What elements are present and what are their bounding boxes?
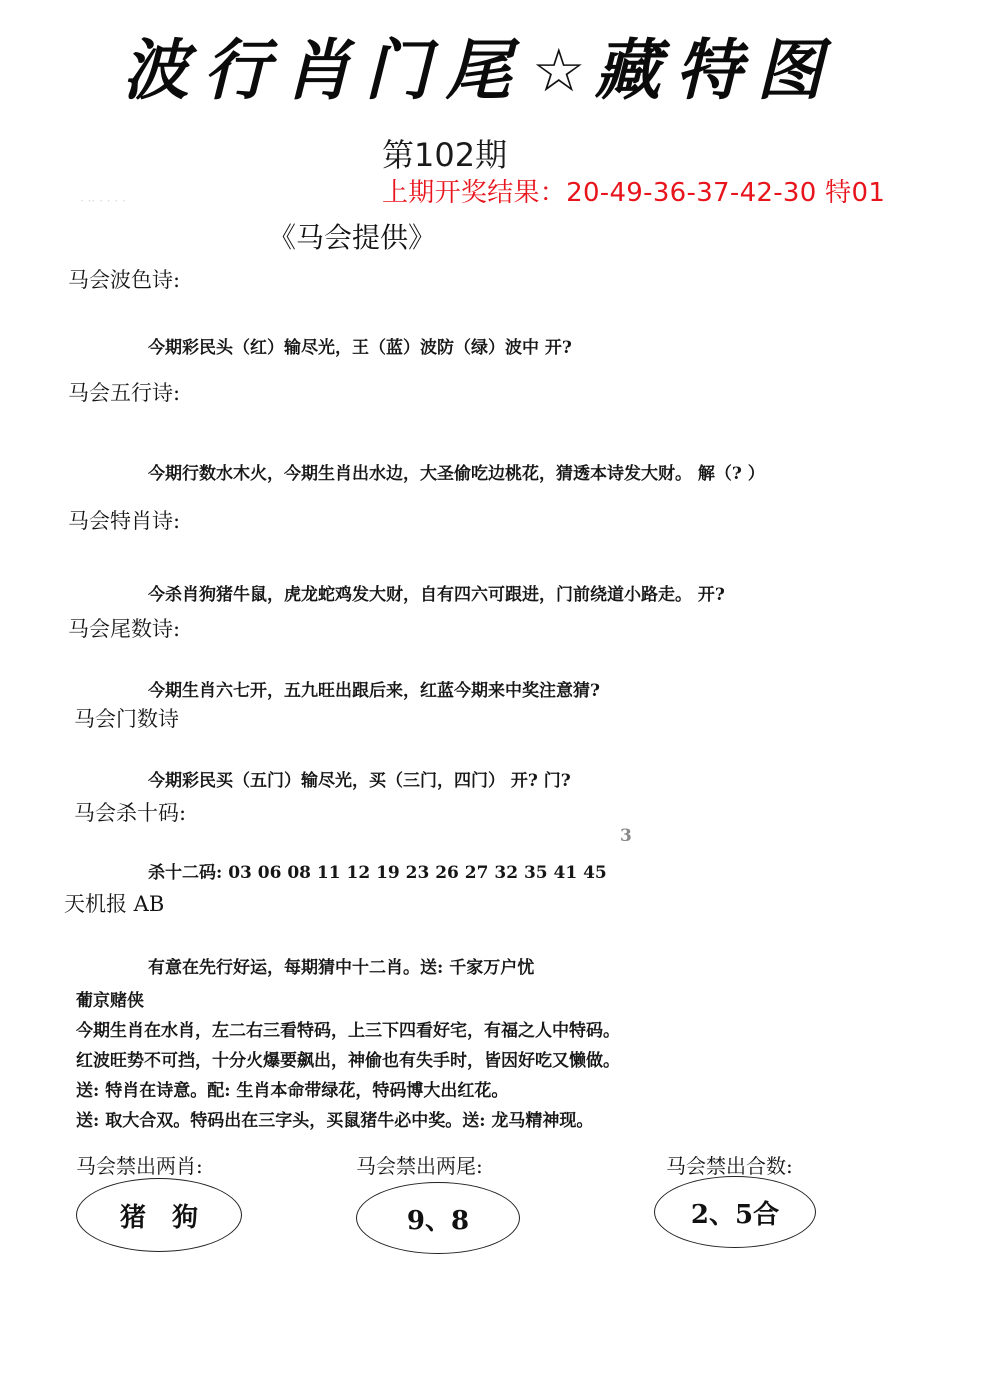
title-char: 波 bbox=[118, 32, 204, 109]
poem-wave-color: 今期彩民头（红）输尽光，王（蓝）波防（绿）波中 开? bbox=[148, 338, 572, 358]
stray-digit: 3 bbox=[620, 826, 632, 846]
title-char: 行 bbox=[199, 32, 285, 109]
ban-tail-value: 9、8 bbox=[406, 1205, 470, 1236]
title-char: 尾 bbox=[441, 32, 527, 109]
hero-line-1: 今期生肖在水肖，左二右三看特码，上三下四看好宅，有福之人中特码。 bbox=[76, 1021, 620, 1041]
ban-zodiac-oval bbox=[76, 1178, 242, 1252]
ban-sum-label: 马会禁出合数: bbox=[666, 1154, 793, 1178]
faint-scan-artifact: · ·· · · · · bbox=[80, 194, 126, 208]
section-heading-wave-color: 马会波色诗: bbox=[68, 268, 181, 292]
section-heading-five-elements: 马会五行诗: bbox=[68, 381, 181, 405]
provider-title: 《马会提供》 bbox=[268, 221, 437, 254]
ban-sum-value: 2、5合 bbox=[690, 1199, 780, 1230]
issue-number: 第102期 bbox=[382, 136, 508, 174]
poem-tianji: 有意在先行好运，每期猜中十二肖。送: 千家万户忧 bbox=[148, 958, 535, 978]
ban-zodiac-value: 猪 狗 bbox=[119, 1202, 198, 1233]
hero-line-3: 送: 特肖在诗意。配: 生肖本命带绿花，特码博大出红花。 bbox=[76, 1081, 509, 1101]
hero-line-2: 红波旺势不可挡，十分火爆要飙出，神偷也有失手时，皆因好吃又懒做。 bbox=[76, 1051, 620, 1071]
ban-sum-oval bbox=[654, 1176, 816, 1248]
ban-zodiac-label: 马会禁出两肖: bbox=[76, 1154, 203, 1178]
title-char: 门 bbox=[360, 32, 447, 109]
title-banner bbox=[118, 26, 838, 116]
section-heading-kill-ten: 马会杀十码: bbox=[74, 801, 187, 825]
section-heading-special-zodiac: 马会特肖诗: bbox=[68, 509, 181, 533]
section-heading-gate-number: 马会门数诗 bbox=[74, 707, 179, 731]
ban-tail-oval bbox=[356, 1182, 520, 1254]
title-char: 图 bbox=[752, 32, 838, 109]
title-char: 肖 bbox=[280, 32, 366, 109]
section-heading-tianji: 天机报 AB bbox=[64, 892, 165, 916]
last-draw-result: 上期开奖结果：20-49-36-37-42-30 特01 bbox=[382, 178, 886, 208]
section-heading-tail-number: 马会尾数诗: bbox=[68, 617, 181, 641]
title-char: 藏 bbox=[590, 32, 677, 109]
poem-special-zodiac: 今杀肖狗猪牛鼠，虎龙蛇鸡发大财，自有四六可跟进，门前绕道小路走。 开? bbox=[148, 585, 725, 605]
poem-gate-number: 今期彩民买（五门）输尽光，买（三门，四门） 开? 门? bbox=[148, 771, 571, 791]
poem-five-elements: 今期行数水木火，今期生肖出水边，大圣偷吃边桃花，猜透本诗发大财。 解（? ） bbox=[148, 464, 765, 484]
star-icon: ☆ bbox=[531, 36, 586, 106]
kill-twelve-codes: 杀十二码: 03 06 08 11 12 19 23 26 27 32 35 41 45 bbox=[148, 863, 607, 883]
section-heading-macau-hero: 葡京赌侠 bbox=[76, 991, 144, 1011]
hero-line-4: 送: 取大合双。特码出在三字头，买鼠猪牛必中奖。送: 龙马精神现。 bbox=[76, 1111, 594, 1131]
poem-tail-number: 今期生肖六七开，五九旺出跟后来，红蓝今期来中奖注意猜? bbox=[148, 681, 600, 701]
ban-tail-label: 马会禁出两尾: bbox=[356, 1154, 483, 1178]
title-char: 特 bbox=[671, 32, 757, 109]
